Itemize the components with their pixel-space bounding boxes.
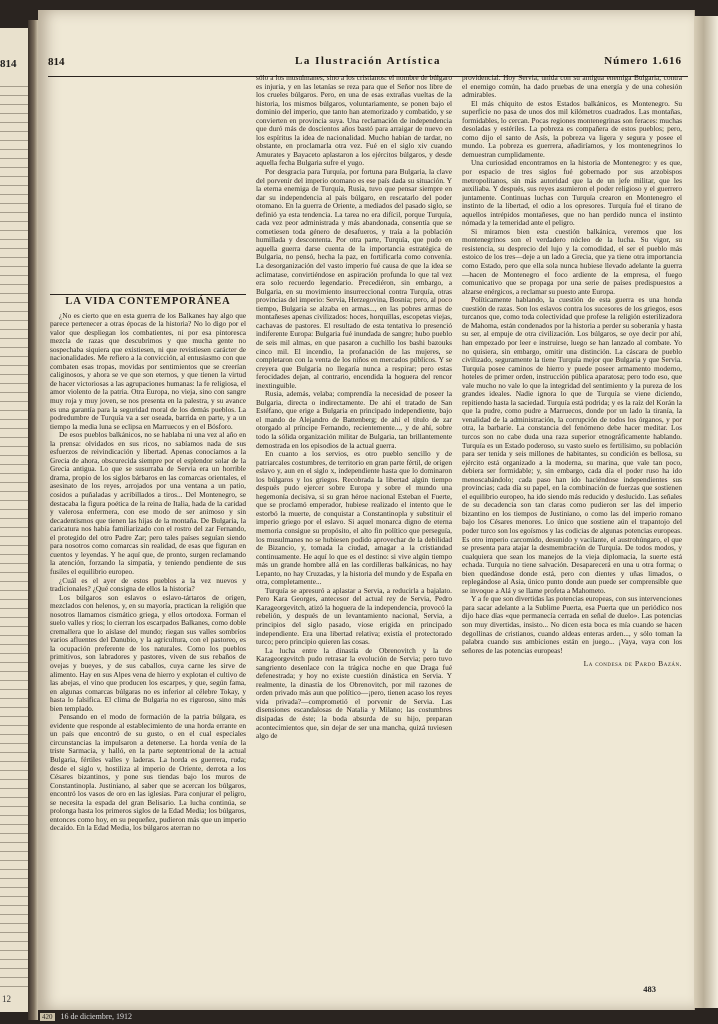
- paragraph: ¿Cuál es el ayer de estos pueblos a la vez nuevos y tradicionales? ¿Qué consigna de ellos la historia?: [50, 575, 246, 594]
- section-rule: [50, 294, 246, 295]
- left-page-edge: [0, 28, 29, 1012]
- paragraph: providencial. Hoy Servia, unida con su antigua enemiga Bulgaria, contra el enemigo común, ha dado pruebas de una energía y de una cohesión admirables.: [462, 74, 682, 100]
- column-1: [50, 82, 246, 833]
- book-spine: [28, 20, 38, 1020]
- left-page-footer: 12: [2, 994, 11, 1004]
- column-2: [256, 74, 452, 741]
- paragraph: sólo a los musulmanes, sino a los cristianos: el nombre de búlgaro es injuria, y en las letanías se reza para que el Señor nos libre de los crueles búlgaros. Pero, en una de esas extrañas vueltas de la historia, los mismos búlgaros, voluntariamente, se ponen bajo el dominio del imperio, que tanto han atemorizado y combatido, y se convierten en provincia suya. Una reclamación de independencia que duró más de doscientos años bastó para arraigar de nuevo en los espíritus la idea de nacionalidad. Mucho habían de tardar, no obstante, en proclamarla otra vez. Fué en el siglo xiv cuando Amurates y Bayaceto aplastaron a los ejércitos búlgaros, y desde aquella fecha Bulgaria sufre el yugo.: [256, 74, 452, 168]
- paragraph: Políticamente hablando, la cuestión de esta guerra es una honda cuestión de razas. Son los eslavos contra los sucesores de los griegos, esos turcanos que, como toda colectividad que profese la religión esterilizadora de Mahoma, están condenados por la historia a perder su soberanía y hasta su ser, al empuje de otra civilización. Los búlgaros, se oye decir por ahí, han empezado por leer e instruirse, luego se han lanzado al combate. Yo no quisiera, sin embargo, omitir una distinción. La cáscara de pueblo civilizado, seguramente la tiene Turquía mejor que Bulgaria y que Servia. Turquía posee caminos de hierro y puede poseer armamento moderno, hoteles de primer orden, instrucción pública aparatosa; pero todo eso, que vale mucho no vale lo que la integridad del sentimiento y la pureza de los grandes ideales. Nadie ignora lo que de Turquía se viene diciendo, repitiendo hasta la saciedad. Turquía está podrida; y es la raíz del Korán la que la pudre, como pudre a Marruecos, donde por un lado la tiranía, la venalidad de la administración, la corrupción de todos los órganos, y por otra, la barbarie. La constancia del fenómeno debe hacer meditar. Los turcos son no cabe duda una raza superior etnográficamente hablando. Turquía es un Estado poderoso, su vasto suelo es fertilísimo, su población para ser tenida y seis millones de habitantes, su condición es bellosa, su ejército está organizado a la moderna, su marina, que vale tan poco, debiera ser formidable; y, sin embargo, cada día el poder ruso ha ido menoscabándolo; cada paso han ido haciéndose independientes sus provincias; cada día su papel, en la combinación de fuerzas que sostienen el equilibrio europeo, ha ido siendo más reducido y deslucido. Las señales de su decadencia son tan claras como pudieron ser las del imperio bizantino en los tiempos de Justiniano, o como las del imperio romano bajo los Césares menores. Lo único que sostiene aún el trapantojo del poder turco son los egoísmos y las codicias de algunas potencias europeas. Es otro imperio carcomido, desunido y vacilante, el austrohúngaro, el que se presenta para atajar la desmembración de Turquía. De todos modos, y cualquiera que sean los manejos de la vieja diplomacia, la suerte está echada. Turquía no tiene salvación. Desaparecerá en una u otra forma; o bien quedándose donde está, pero con dientes y uñas limados, o replegándose al Asia, único punto donde aun puede ser comprensible que se invoque a Alá y se llame profeta a Mahometo.: [462, 295, 682, 595]
- paragraph: Pensando en el modo de formación de la patria búlgara, es evidente que responde al establecimiento de una horda errante en un país que encontró de su gusto, o en el cual especiales circunstancias la impulsaron a detenerse. La horda venía de la triste Sarmacia, y halló, en la parte septentrional de la actual Bulgaria, fértiles valles y laderas. La horda es guerrera, ruda; desde el siglo v, hostiliza al imperio de Oriente, derrota a los Césares bizantinos, y pone sus tiendas bajo los muros de Constantinopla. Justiniano, al saber que se acercan los búlgaros, encontró los vasos de oro en las iglesias. Para conjurar el peligro, se necesita la espada del gran Belisario. La lucha continúa, se prolonga hasta los primeros siglos de la Edad Media; los búlgaros, entonces como hoy, en su pequeñez, pudieron más que un imperio decaído. En la Edad Media, los búlgaros aterran no: [50, 712, 246, 833]
- header-page-number: 814: [48, 56, 65, 68]
- paragraph: ¿No es cierto que en esta guerra de los Balkanes hay algo que parece pertenecer a otras épocas de la historia? No lo digo por el valor que despliegan los combatientes, ni por esa pintoresca mezcla de razas que descubrimos y que mucha gente no sospechaba siquiera que existiesen, ni que revistiesen carácter de nacionalidades. Me refiero a la convicción, al entusiasmo con que combaten esas tropas, movidas por sentimientos que se creerían caliginosos, y ahora se ve que son eternos, y que tienen la virtud de hacer victoriosas a las agrupaciones humanas: la fe religiosa, el amor violento de la patria. Otra Europa, no vieja, sino con sangre muy roja y muy joven, se nos presenta en la palestra, y su avance es una garantía para la seguridad moral de los demás pueblos. La podredumbre de Turquía va a ser oseada, barrida en parte, y a un tiempo la media luna se eclipsa en Marruecos y en el Bósforo.: [50, 310, 246, 431]
- paragraph: La lucha entre la dinastía de Obrenovitch y la de Karageorgevitch pudo retrasar la evolución de Servia; pero tuvo sangriento desenlace con la trágica noche en que Draga fué defenestrada; y hoy no existe cuestión dinástica en Servia. Y realmente, la dinastía de los Obrenovitch, por mil razones de orden privado más aun que político—¡pero, tienen acaso los reyes vida privada?—comprometió el porvenir de Servia. Las disensiones escandalosas de Natalia y Milano; las costumbres disipadas de éste; la boda absurda de su hijo, preparan acontecimientos que, sin dejar de ser una mancha, quizá tuviesen algo de: [256, 645, 452, 741]
- footer-strip: [40, 1012, 290, 1024]
- header-title: La Ilustración Artística: [295, 55, 441, 67]
- header-issue: Número 1.616: [604, 55, 682, 67]
- column-3: [462, 74, 682, 669]
- paragraph: Y a fe que son divertidas las potencias europeas, con sus intervenciones para sacar adelante a la Sublime Puerta, esa Puerta que un periódico nos dijo hace días «que permanecía cerrada en señal de duelo». Las potencias son muy divertidas, insisto... No dicen esta boca es mía cuando se hacen degollinas de cristianos, cuando aldeas enteras arden..., y sólo toman la palabra cuando sus ambiciones están en juego... ¡Vaya, vaya con los señores de las potencias europeas!: [462, 594, 682, 655]
- paragraph: Si miramos bien esta cuestión balkánica, veremos que los montenegrinos son el verdadero núcleo de la lucha. Su vigor, su resistencia, su desprecio del lujo y la comodidad, el ser el pueblo más estoico de los tres—deje a un lado a Grecia, que ya tiene otra importancia como Estado, pero que ella sola nunca hubiese llevado adelante la guerra—hacen de Montenegro el foco ardiente de la empresa, el fuego comunicativo que se propaga por una serie de países predispuestos a alzarse enérgicos, a reclamar su puesto ante Europa.: [462, 226, 682, 296]
- page-header: [48, 54, 688, 72]
- footer-badge: 420: [42, 1013, 53, 1021]
- section-title: LA VIDA CONTEMPORÁNEA: [65, 296, 231, 307]
- right-page-edge: [694, 16, 718, 1008]
- paragraph: Turquía se apresuró a aplastar a Servia, a reducirla a bajalato. Pero Kara Georges, antecesor del actual rey de Servia, Pedro Karageorgevitch, atizó la hoguera de la independencia, provocó la rebelión, y después de un levantamiento nacional, Servia, a principios del siglo pasado, viose erigida en principado independiente. Era una libertad relativa; existía el protectorado turco; pero principio quieren las cosas.: [256, 585, 452, 647]
- paragraph: El más chiquito de estos Estados balkánicos, es Montenegro. Su superficie no pasa de unos dos mil kilómetros cuadrados. Las montañas, formidables, lo cercan. Pocas regiones montenegrinas son feraces: muchas desoladas y estériles. La pobreza es compañera de estos pueblos; pero, como dijo el santo de Asís, la pobreza va ligera y segura y posee el mundo. La pobreza es guerrera, añadiríamos, y los montenegrinos lo demuestran cumplidamente.: [462, 98, 682, 159]
- page: [38, 10, 695, 1010]
- footer-page-number: 483: [643, 984, 656, 994]
- paragraph: Una curiosidad encontramos en la historia de Montenegro: y es que, por espacio de tres siglos fué gobernado por sus arzobispos metropolitanos, sin más autoridad que la de un jefe militar, que les auxiliaba. Y después, sus reyes asumieron el poder religioso y el guerrero juntamente. Continuas luchas con Turquía crearon en Montenegro el instinto de la libertad, el odio a los opresores. Turquía fué el tirano de aquellos intrépidos montañeses, que no han perdido nunca el instinto nómada y la temeridad ante el peligro.: [462, 158, 682, 228]
- footer-date: 16 de diciembre, 1912: [60, 1012, 133, 1021]
- paragraph: Por desgracia para Turquía, por fortuna para Bulgaria, la clave del porvenir del imperio otomano es ese país dada su situación. Y la eterna enemiga de Turquía, Rusia, tuvo que pensar siempre en dar su independencia al país búlgaro, en rescatarlo del poder otomano. En la guerra de Oriente, a mediados del pasado siglo, se definió ya esta tendencia. La tarea no era difícil, porque Turquía, cada vez peor administrada y más abandonada, consentía que se cometiesen toda género de desafueros, y traía a la población humillada y descontenta. Por otra parte, Turquía, que pudo en aquella guerra darse cuenta de la importancia estratégica de Bulgaria, no pensó, hecha la paz, en fortificarla como convenía. La desorganización del vasto imperio fué causa de que la idea se aclimatase, convirtiéndose en aspiración profunda lo que tal vez era solo recuerdo legendario. Precediéron, sin embargo, a Bulgaria, en su movimiento insurreccional contra Turquía, otras provincias del imperio: Servia, Herzegovina, Bosnia; pero, al poco tiempo, Bulgaria se alzaba en armas..., en las pobres armas de montañeses apenas civilizados: hoces, horquillas, escopetas viejas, cachavas de pastores. El resultado de esta tentativa lo presenció indiferente Europa: Bulgaria fué inundada de sangre; hubo pueblo de seis mil almas, en que pasaron a cuchillo los bashi bazouks cinco mil. El incendio, la profanación de las mujeres, se completaron con la venta de los niños en mercados públicos. Y se creyera que Bulgaria no llegaría nunca a respirar; pero estas ferocidades dejan, al contrario, encendida la hoguera del rencor inextinguible.: [256, 167, 452, 390]
- blank-area: [50, 82, 246, 294]
- author-signature: La condesa de Pardo Bazán.: [583, 659, 682, 669]
- paragraph: En cuanto a los servios, es otro pueblo sencillo y de patriarcales costumbres, de territorio en gran parte fértil, de origen eslavo y, aun en el siglo x, independiente hasta que lo dominaron los búlgaros y los griegos. Recobrada la libertad algún tiempo después pudo ejercer sobre Europa y sobre el mundo una hegemonía decisiva, si su gran héroe nacional Esteban el Fuerte, que se proclamó emperador, hubiese realizado el intento que le estorbó la muerte, de conquistar a Constantinopla y substituir el imperio griego por el eslavo. Si aquel monarca digno de eterna memoria consigue su propósito, el alto fin político que perseguía, los musulmanes no se hubiesen podido aprovechar de la debilidad de Bizancio, y, tomada la ciudad, amagar a la cristiandad continuamente. He aquí lo que es el destino: si vive algún tiempo más un grande hombre allá en las cordilleras balkánicas, no hay Lepanto, no hay Cruzadas, y la historia del mundo y de España en otra, completamente...: [256, 449, 452, 587]
- left-page-text-lines: [0, 80, 28, 988]
- left-page-number: 814: [0, 58, 17, 70]
- paragraph: De esos pueblos balkánicos, no se hablaba ni una vez al año en la prensa: olvidados en sus ricos, no sabíamos nada de sus esfuerzos de reivindicación y libertad. Apenas conocíamos a la Grecia de ahora, obscurecida siempre por el esplendor solar de la Grecia antigua. Lo que se susurraba de Servia era un horrible drama, propio de los siglos bárbaros en las comarcas orientales, el asesinato de los reyes, arrojados por una ventana a un patio, cosidos a puñaladas y acribillados a tiros... Del Montenegro, se destacaba la figura poética de la reina de Italia, hada de la caridad y valerosa enfermera, con ese modo de ser animoso y sin decadentismos que tienen las hijas de la montaña. De Bulgaria, la caricatura nos había familiarizado con el rostro del zar Fernando, el protegido del otro Padre Zar; pero tales países seguían siendo para nosotros como comarcas sin realidad, de esas que figuran en cuentos y leyendas. Y he aquí que, de pronto, surgen reclamando la atención, forzando la simpatía, y teniendo pendiente de sus fusiles el equilibrio europeo.: [50, 430, 246, 576]
- paragraph: Los búlgaros son eslavos o eslavo-tártaros de origen, mezclados con helenos, y, en su mayoría, practican la religión que nosotros llamamos cismático griega, y ellos ortodoxa. Forman el suelo valles y ríos; lo cierran los escarpados Balkanes, como doble cremallera que lo aíslase del mundo; riegan sus valles sombríos varios afluentes del Danubio, y la agricultura, con el pastoreo, es la ocupación preferente de los naturales. Como los pueblos primitivos, son labradores y pastores, viven de sus rebaños de ovejas y bueyes, y de sus caballos, cuya carne les sirve de alimento. Hay en sus Alpes vena de hierro y explotan el cultivo de las abejas, el vino que producen los escarpes, y que, según fama, en algunas comarcas búlgaras no es inferior al célebre Tokay, y hasta lo falsifica. El clima de Bulgaria no es riguroso, sino más bien templado.: [50, 592, 246, 713]
- paragraph: Rusia, además, velaba; comprendía la necesidad de poseer la Bulgaria, directa o indirectamente. De ahí el tratado de San Estéfano, que erige a Bulgaria en principado independiente, bajo el mando de Alejandro de Battenberg; de ahí el título de zar otorgado al príncipe Fernando, recientemente..., y de ahí, sobre todo la sólida organización militar de Bulgaria, tan brillantemente demostrada en los episodios de la actual guerra.: [256, 389, 452, 450]
